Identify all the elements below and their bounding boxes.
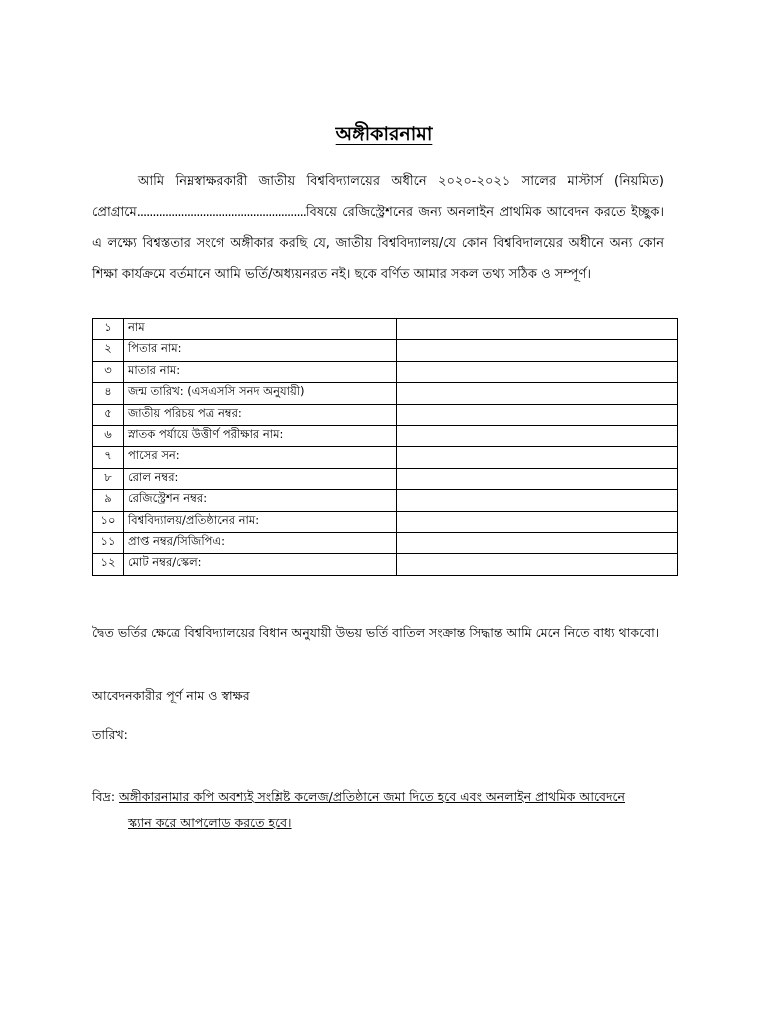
- row-value-field: [397, 554, 678, 575]
- row-label: নাম: [124, 319, 397, 340]
- row-value-field: [397, 447, 678, 468]
- table-row: [93, 425, 678, 446]
- table-row: [93, 490, 678, 511]
- table-row: [93, 532, 678, 553]
- row-value-field: [397, 511, 678, 532]
- table-row: [93, 468, 678, 489]
- row-number: ১১: [93, 532, 124, 553]
- row-number: ৫: [93, 404, 124, 425]
- row-number: ৭: [93, 447, 124, 468]
- row-number: ৬: [93, 425, 124, 446]
- info-table: [92, 318, 678, 576]
- page-title: অঙ্গীকারনামা: [335, 123, 433, 145]
- table-row: [93, 383, 678, 404]
- row-number: ৯: [93, 490, 124, 511]
- signature-label: আবেদনকারীর পূর্ণ নাম ও স্বাক্ষর: [92, 688, 250, 703]
- row-value-field: [397, 383, 678, 404]
- table-row: [93, 447, 678, 468]
- row-value-field: [397, 490, 678, 511]
- table-row: [93, 511, 678, 532]
- row-number: ৮: [93, 468, 124, 489]
- declaration-rest: বিষয়ে রেজিস্ট্রেশনের জন্য অনলাইন প্রাথমিক আবেদন করতে ইচ্ছুক। এ লক্ষ্যে বিশ্বস্ততার সংগে অঙ্গীকার করছি যে, জাতীয় বিশ্ববিদ্যালয়/যে কোন বিশ্ববিদালয়ের অধীনে অন্য কোন শিক্ষা কার্যক্রমে বর্তমানে আমি ভর্তি/অধ্যয়নরত নই। ছকে বর্ণিত আমার সকল তথ্য সঠিক ও সম্পূর্ণ।: [92, 205, 664, 282]
- declaration-paragraph: [92, 166, 664, 290]
- row-number: ১০: [93, 511, 124, 532]
- table-row: [93, 554, 678, 575]
- row-label: জাতীয় পরিচয় পত্র নম্বর:: [124, 404, 397, 425]
- row-value-field: [397, 468, 678, 489]
- row-value-field: [397, 340, 678, 361]
- row-number: ৪: [93, 383, 124, 404]
- row-label: পাসের সন:: [124, 447, 397, 468]
- row-label: রেজিস্ট্রেশন নম্বর:: [124, 490, 397, 511]
- row-value-field: [397, 532, 678, 553]
- row-label: রোল নম্বর:: [124, 468, 397, 489]
- row-number: ২: [93, 340, 124, 361]
- row-number: ৩: [93, 361, 124, 382]
- program-prefix: প্রোগ্রামে: [92, 205, 137, 220]
- row-label: পিতার নাম:: [124, 340, 397, 361]
- row-value-field: [397, 361, 678, 382]
- row-label: বিশ্ববিদ্যালয়/প্রতিষ্ঠানের নাম:: [124, 511, 397, 532]
- date-label: তারিখ:: [92, 727, 128, 742]
- row-label: প্রাপ্ত নম্বর/সিজিপিএ:: [124, 532, 397, 553]
- program-blank: ......................................................: [136, 205, 306, 220]
- table-row: [93, 404, 678, 425]
- note-line-1: অঙ্গীকারনামার কপি অবশ্যই সংশ্লিষ্ট কলেজ/প্রতিষ্ঠানে জমা দিতে হবে এবং অনলাইন প্রাথমিক আবেদনে: [119, 789, 626, 804]
- row-value-field: [397, 425, 678, 446]
- note: [92, 784, 672, 836]
- row-label: মোট নম্বর/স্কেল:: [124, 554, 397, 575]
- table-row: [93, 361, 678, 382]
- declaration-line-1: আমি নিম্নস্বাক্ষরকারী জাতীয় বিশ্ববিদ্যালয়ের অধীনে ২০২০-২০২১ সালের মাস্টার্স (নিয়মিত): [138, 174, 664, 189]
- row-label: জন্ম তারিখ: (এসএসসি সনদ অনুযায়ী): [124, 383, 397, 404]
- row-label: স্নাতক পর্যায়ে উত্তীর্ণ পরীক্ষার নাম:: [124, 425, 397, 446]
- row-number: ১: [93, 319, 124, 340]
- table-row: [93, 340, 678, 361]
- dual-admission-statement: দ্বৈত ভর্তির ক্ষেত্রে বিশ্ববিদ্যালয়ের বিধান অনুযায়ী উভয় ভর্তি বাতিল সংক্রান্ত সিদ্ধান্ত আমি মেনে নিতে বাধ্য থাকবো।: [92, 625, 660, 640]
- row-label: মাতার নাম:: [124, 361, 397, 382]
- note-line-2: স্ক্যান করে আপলোড করতে হবে।: [128, 815, 292, 830]
- row-value-field: [397, 319, 678, 340]
- row-value-field: [397, 404, 678, 425]
- note-prefix: বিদ্র:: [92, 789, 116, 804]
- table-row: [93, 319, 678, 340]
- row-number: ১২: [93, 554, 124, 575]
